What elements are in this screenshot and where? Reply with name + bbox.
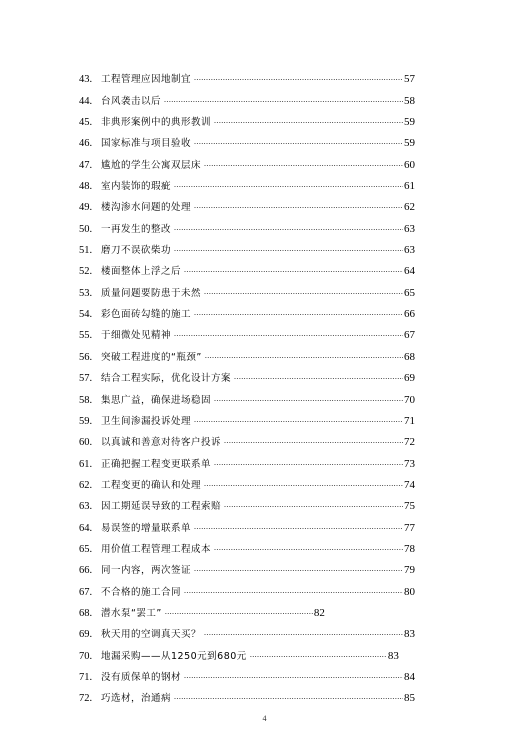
dot-leader bbox=[174, 221, 403, 234]
toc-entry-page: 59 bbox=[404, 137, 415, 150]
toc-entry-page: 75 bbox=[404, 500, 415, 513]
dot-leader bbox=[194, 520, 403, 533]
table-of-contents bbox=[79, 65, 415, 705]
toc-entry-55[interactable] bbox=[79, 321, 415, 342]
toc-entry-page: 59 bbox=[404, 116, 415, 129]
dot-leader bbox=[184, 669, 403, 682]
toc-entry-number: 58. bbox=[79, 394, 93, 406]
toc-entry-54[interactable] bbox=[79, 300, 415, 321]
toc-entry-page: 78 bbox=[404, 542, 415, 555]
toc-entry-title: 楼面整体上浮之后 bbox=[101, 266, 182, 278]
toc-entry-title: 正确把握工程变更联系单 bbox=[101, 458, 212, 470]
toc-entry-69[interactable] bbox=[79, 620, 415, 641]
toc-entry-page: 79 bbox=[404, 564, 415, 577]
toc-entry-71[interactable] bbox=[79, 663, 415, 684]
toc-entry-title: 一再发生的整改 bbox=[101, 223, 172, 235]
dot-leader bbox=[214, 114, 403, 127]
toc-entry-number: 67. bbox=[79, 586, 93, 598]
toc-entry-title: 室内装饰的瑕疵 bbox=[101, 181, 172, 193]
toc-entry-47[interactable] bbox=[79, 150, 415, 171]
toc-entry-number: 61. bbox=[79, 458, 93, 470]
toc-entry-48[interactable] bbox=[79, 172, 415, 193]
toc-entry-number: 53. bbox=[79, 287, 93, 299]
toc-entry-63[interactable] bbox=[79, 492, 415, 513]
dot-leader bbox=[224, 434, 403, 447]
toc-entry-number: 59. bbox=[79, 415, 93, 427]
toc-entry-number: 57. bbox=[79, 373, 93, 385]
toc-entry-number: 69. bbox=[79, 629, 93, 641]
toc-entry-page: 64 bbox=[404, 265, 415, 278]
dot-leader bbox=[234, 370, 403, 383]
dot-leader bbox=[174, 327, 403, 340]
dot-leader bbox=[174, 690, 403, 703]
toc-entry-number: 70. bbox=[79, 650, 93, 662]
toc-entry-number: 55. bbox=[79, 330, 93, 342]
toc-entry-number: 54. bbox=[79, 309, 93, 321]
toc-entry-title: 秋天用的空调真天买？ bbox=[101, 629, 202, 641]
dot-leader bbox=[164, 93, 403, 106]
dot-leader bbox=[174, 242, 403, 255]
toc-entry-page: 83 bbox=[387, 649, 399, 662]
toc-entry-page: 62 bbox=[404, 201, 415, 214]
toc-entry-number: 65. bbox=[79, 543, 93, 555]
toc-entry-number: 50. bbox=[79, 223, 93, 235]
dot-leader bbox=[184, 584, 403, 597]
toc-entry-title: 不合格的施工合同 bbox=[101, 586, 182, 598]
toc-entry-52[interactable] bbox=[79, 257, 415, 278]
toc-entry-title: 结合工程实际，优化设计方案 bbox=[101, 373, 232, 385]
toc-entry-page: 63 bbox=[404, 222, 415, 235]
toc-entry-number: 52. bbox=[79, 266, 93, 278]
dot-leader bbox=[214, 456, 403, 469]
page-number: 4 bbox=[262, 714, 267, 723]
dot-leader bbox=[214, 392, 403, 405]
toc-entry-page: 68 bbox=[404, 350, 415, 363]
toc-entry-49[interactable] bbox=[79, 193, 415, 214]
toc-entry-number: 62. bbox=[79, 479, 93, 491]
toc-entry-number: 64. bbox=[79, 522, 93, 534]
toc-entry-62[interactable] bbox=[79, 471, 415, 492]
toc-entry-number: 60. bbox=[79, 437, 93, 449]
toc-entry-page: 74 bbox=[404, 478, 415, 491]
toc-entry-title: 彩色面砖勾缝的施工 bbox=[101, 309, 192, 321]
toc-entry-page: 71 bbox=[404, 414, 415, 427]
toc-entry-53[interactable] bbox=[79, 278, 415, 299]
dot-leader bbox=[204, 626, 403, 639]
toc-entry-page: 72 bbox=[404, 436, 415, 449]
toc-entry-page: 80 bbox=[404, 585, 415, 598]
toc-entry-page: 65 bbox=[404, 286, 415, 299]
toc-entry-number: 45. bbox=[79, 117, 93, 129]
dot-leader bbox=[194, 413, 403, 426]
toc-entry-title: 同一内容，两次签证 bbox=[101, 565, 192, 577]
toc-entry-58[interactable] bbox=[79, 385, 415, 406]
toc-entry-title: 工程变更的确认和处理 bbox=[101, 479, 202, 491]
dot-leader bbox=[224, 498, 403, 511]
dot-leader bbox=[250, 648, 387, 661]
toc-entry-page: 82 bbox=[313, 606, 325, 619]
toc-entry-67[interactable] bbox=[79, 577, 415, 598]
toc-entry-number: 72. bbox=[79, 693, 93, 705]
toc-entry-65[interactable] bbox=[79, 535, 415, 556]
toc-entry-title: 楼沟渗水问题的处理 bbox=[101, 202, 192, 214]
toc-entry-page: 77 bbox=[404, 521, 415, 534]
toc-entry-title: 巧选材，治通病 bbox=[101, 693, 172, 705]
toc-entry-46[interactable] bbox=[79, 129, 415, 150]
toc-entry-number: 63. bbox=[79, 501, 93, 513]
toc-entry-page: 60 bbox=[404, 158, 415, 171]
toc-entry-title: 以真诚和善意对待客户投诉 bbox=[101, 437, 222, 449]
dot-leader bbox=[194, 199, 403, 212]
toc-entry-title: 工程管理应因地制宜 bbox=[101, 74, 192, 86]
toc-entry-68[interactable] bbox=[79, 599, 415, 620]
toc-entry-number: 66. bbox=[79, 565, 93, 577]
toc-entry-page: 85 bbox=[404, 692, 415, 705]
toc-entry-page: 57 bbox=[404, 73, 415, 86]
toc-entry-number: 48. bbox=[79, 181, 93, 193]
toc-entry-43[interactable] bbox=[79, 65, 415, 86]
toc-entry-number: 43. bbox=[79, 74, 93, 86]
toc-entry-59[interactable] bbox=[79, 407, 415, 428]
toc-entry-number: 49. bbox=[79, 202, 93, 214]
toc-entry-45[interactable] bbox=[79, 108, 415, 129]
dot-leader bbox=[205, 349, 403, 362]
dot-leader bbox=[204, 157, 403, 170]
dot-leader bbox=[194, 71, 403, 84]
toc-entry-page: 73 bbox=[404, 457, 415, 470]
toc-entry-title: 用价值工程管理工程成本 bbox=[101, 543, 212, 555]
toc-entry-title: 易误签的增量联系单 bbox=[101, 522, 192, 534]
toc-entry-title: 卫生间渗漏投诉处理 bbox=[101, 415, 192, 427]
toc-entry-title: 台风袭击以后 bbox=[101, 95, 162, 107]
toc-entry-50[interactable] bbox=[79, 214, 415, 235]
toc-entry-page: 61 bbox=[404, 180, 415, 193]
dot-leader bbox=[194, 135, 403, 148]
dot-leader bbox=[204, 285, 403, 298]
toc-entry-66[interactable] bbox=[79, 556, 415, 577]
dot-leader bbox=[174, 178, 403, 191]
toc-entry-64[interactable] bbox=[79, 513, 415, 534]
toc-entry-number: 51. bbox=[79, 245, 93, 257]
toc-entry-title: 集思广益，确保进场稳固 bbox=[101, 394, 212, 406]
toc-entry-title: 因工期延误导致的工程索赔 bbox=[101, 501, 222, 513]
toc-entry-56[interactable] bbox=[79, 342, 415, 363]
toc-entry-title: 质量问题要防患于未然 bbox=[101, 287, 202, 299]
toc-entry-title: 于细微处见精神 bbox=[101, 330, 172, 342]
toc-entry-number: 46. bbox=[79, 138, 93, 150]
toc-entry-number: 47. bbox=[79, 159, 93, 171]
toc-entry-page: 67 bbox=[404, 329, 415, 342]
toc-entry-60[interactable] bbox=[79, 428, 415, 449]
dot-leader bbox=[194, 306, 403, 319]
toc-entry-70[interactable] bbox=[79, 641, 415, 662]
toc-entry-title: 磨刀不误砍柴功 bbox=[101, 245, 172, 257]
dot-leader bbox=[194, 562, 403, 575]
toc-entry-title: 潜水泵“罢工” bbox=[101, 607, 162, 619]
toc-entry-number: 71. bbox=[79, 671, 93, 683]
toc-entry-51[interactable] bbox=[79, 236, 415, 257]
toc-entry-72[interactable] bbox=[79, 684, 415, 705]
toc-entry-number: 68. bbox=[79, 607, 93, 619]
toc-entry-page: 58 bbox=[404, 94, 415, 107]
toc-entry-page: 63 bbox=[404, 244, 415, 257]
toc-entry-page: 84 bbox=[404, 670, 415, 683]
toc-entry-61[interactable] bbox=[79, 449, 415, 470]
toc-entry-title: 突破工程进度的“瓶颈” bbox=[101, 351, 202, 363]
toc-entry-page: 83 bbox=[404, 628, 415, 641]
dot-leader bbox=[214, 541, 403, 554]
toc-entry-57[interactable] bbox=[79, 364, 415, 385]
toc-entry-page: 69 bbox=[404, 372, 415, 385]
dot-leader bbox=[204, 477, 403, 490]
dot-leader bbox=[165, 605, 313, 618]
toc-entry-title: 没有质保单的钢材 bbox=[101, 671, 182, 683]
toc-entry-title: 地漏采购——从1250元到680元 bbox=[101, 650, 247, 662]
toc-entry-page: 66 bbox=[404, 308, 415, 321]
toc-entry-number: 56. bbox=[79, 351, 93, 363]
toc-entry-title: 非典形案例中的典形教训 bbox=[101, 117, 212, 129]
toc-entry-title: 尴尬的学生公寓双层床 bbox=[101, 159, 202, 171]
toc-entry-number: 44. bbox=[79, 95, 93, 107]
dot-leader bbox=[184, 263, 403, 276]
toc-entry-title: 国家标准与项目验收 bbox=[101, 138, 192, 150]
toc-entry-page: 70 bbox=[404, 393, 415, 406]
toc-entry-44[interactable] bbox=[79, 86, 415, 107]
